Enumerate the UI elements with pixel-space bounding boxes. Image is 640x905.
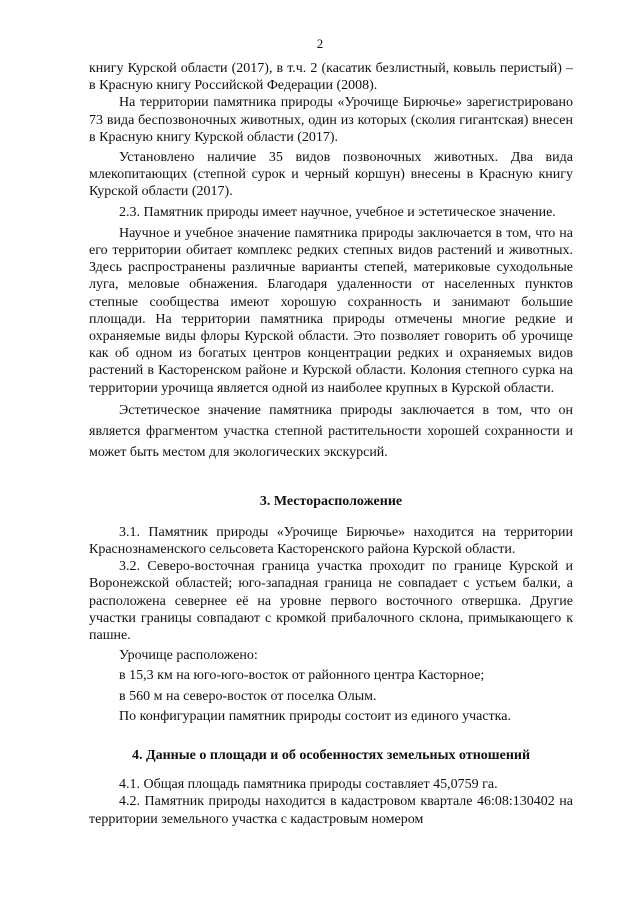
paragraph-red-book-continuation: книгу Курской области (2017), в т.ч. 2 (касатик безлистный, ковыль перистый) – в Красную книгу Российской Федерации (2008). xyxy=(89,61,573,94)
paragraph-4-2: 4.2. Памятник природы находится в кадастровом квартале 46:08:130402 на территории земельного участка с кадастровым номером xyxy=(89,794,573,827)
page-number: 2 xyxy=(316,36,324,51)
paragraph-aesthetic-value: Эстетическое значение памятника природы заключается в том, что он является фрагментом участка степной растительности хорошей сохранности и может быть местом для экологических экскурсий. xyxy=(89,402,573,460)
paragraph-invertebrates: На территории памятника природы «Урочище Бирючье» зарегистрировано 73 вида беспозвоночных животных, один из которых (сколия гигантская) внесен в Красную книгу Курской области (2017). xyxy=(89,95,573,145)
paragraph-location-kastornoe: в 15,3 км на юго-юго-восток от районного центра Касторное; xyxy=(119,668,485,684)
paragraph-configuration: По конфигурации памятник природы состоит из единого участка. xyxy=(119,708,511,724)
section-3-heading: 3. Месторасположение xyxy=(259,493,403,509)
paragraph-3-2: 3.2. Северо-восточная граница участка проходит по границе Курской и Воронежской областей; юго-западная граница не совпадает с устьем балки, а расположена севернее её на уровне первого восточного отвершка. Другие участки границы совпадают с кромкой прибалочного склона, примыкающего к пашне. xyxy=(89,559,573,644)
paragraph-vertebrates: Установлено наличие 35 видов позвоночных животных. Два вида млекопитающих (степной сурок и черный коршун) внесены в Красную книгу Курской области (2017). xyxy=(89,150,573,200)
paragraph-2-3: 2.3. Памятник природы имеет научное, учебное и эстетическое значение. xyxy=(119,204,556,220)
paragraph-location-intro: Урочище расположено: xyxy=(119,648,258,664)
paragraph-3-1: 3.1. Памятник природы «Урочище Бирючье» находится на территории Краснознаменского сельсовета Касторенского района Курской области. xyxy=(89,524,573,558)
paragraph-scientific-value: Научное и учебное значение памятника природы заключается в том, что на его территории обитает комплекс редких степных видов растений и животных. Здесь распространены различные варианты степей, материковые суходольные луга, меловые обнажения. Благодаря удаленности от населенных пунктов степные сообщества имеют хорошую сохранность и занимают большие площади. На территории памятника природы отмечены многие редкие и охраняемые виды флоры Курской области. Это позволяет говорить об урочище как об одном из богатых центров концентрации редких и охраняемых видов растений в Касторенском районе и Курской области. Колония степного сурка на территории урочища является одной из наиболее крупных в Курской области. xyxy=(89,225,573,396)
document-body xyxy=(89,60,573,828)
section-4-heading: 4. Данные о площади и об особенностях земельных отношений xyxy=(131,748,531,764)
paragraph-4-1: 4.1. Общая площадь памятника природы составляет 45,0759 га. xyxy=(119,777,498,793)
paragraph-location-olym: в 560 м на северо-восток от поселка Олым. xyxy=(119,688,377,704)
